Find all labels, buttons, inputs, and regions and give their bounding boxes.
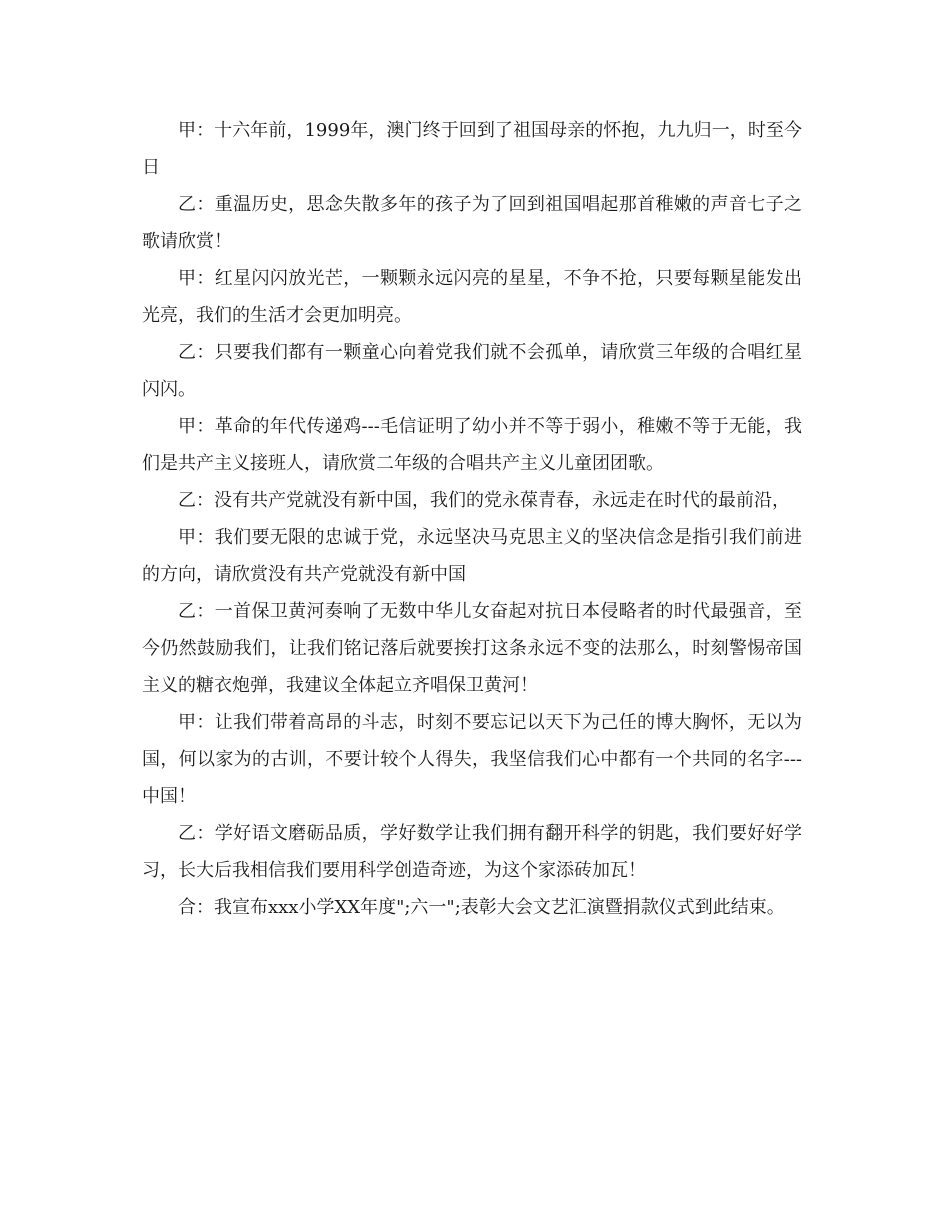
paragraph: 甲：革命的年代传递鸡---毛信证明了幼小并不等于弱小，稚嫩不等于无能，我们是共产主义接班人，请欣赏二年级的合唱共产主义儿童团团歌。	[142, 416, 802, 474]
paragraph: 乙：没有共产党就没有新中国，我们的党永葆青春，永远走在时代的最前沿，	[178, 490, 790, 511]
paragraph: 乙：学好语文磨砺品质，学好数学让我们拥有翻开科学的钥匙，我们要好好学习，长大后我相信我们要用科学创造奇迹，为这个家添砖加瓦！	[142, 823, 802, 881]
paragraph: 合：我宣布xxx小学XX年度";六一";表彰大会文艺汇演暨捐款仪式到此结束。	[178, 897, 785, 918]
paragraph: 乙：重温历史，思念失散多年的孩子为了回到祖国唱起那首稚嫩的声音七子之歌请欣赏！	[142, 194, 802, 252]
paragraph: 乙：只要我们都有一颗童心向着党我们就不会孤单，请欣赏三年级的合唱红星闪闪。	[142, 342, 802, 400]
document-body	[142, 112, 802, 926]
paragraph: 甲：我们要无限的忠诚于党，永远坚决马克思主义的坚决信念是指引我们前进的方向，请欣赏没有共产党就没有新中国	[142, 527, 802, 585]
paragraph: 乙：一首保卫黄河奏响了无数中华儿女奋起对抗日本侵略者的时代最强音，至今仍然鼓励我们，让我们铭记落后就要挨打这条永远不变的法那么，时刻警惕帝国主义的糖衣炮弹，我建议全体起立齐唱保卫黄河！	[142, 601, 802, 696]
paragraph: 甲：让我们带着高昂的斗志，时刻不要忘记以天下为己任的博大胸怀，无以为国，何以家为的古训，不要计较个人得失，我坚信我们心中都有一个共同的名字---中国！	[142, 712, 802, 807]
paragraph: 甲：红星闪闪放光芒，一颗颗永远闪亮的星星，不争不抢，只要每颗星能发出光亮，我们的生活才会更加明亮。	[142, 268, 802, 326]
paragraph: 甲：十六年前，1999年，澳门终于回到了祖国母亲的怀抱，九九归一，时至今日	[142, 120, 802, 178]
